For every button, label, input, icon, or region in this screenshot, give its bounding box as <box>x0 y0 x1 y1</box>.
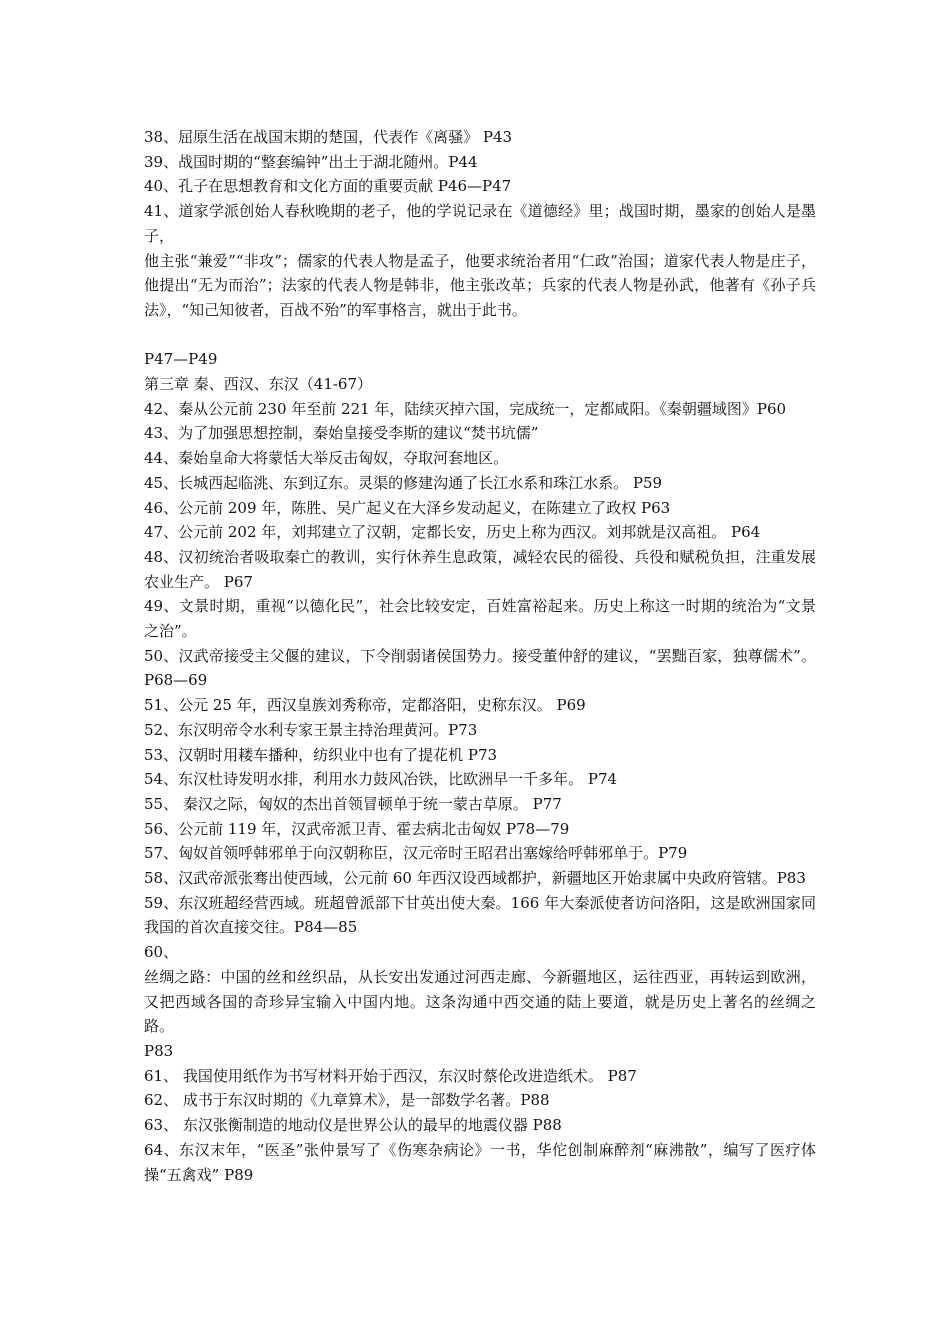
text-line-60: 60、 <box>144 943 179 962</box>
text-line-58: 58、汉武帝派张骞出使西域，公元前 60 年西汉设西域都护，新疆地区开始隶属中央政府管辖。P83 <box>144 869 806 888</box>
blank-line <box>144 323 816 348</box>
text-line-38: 38、屈原生活在战国末期的楚国，代表作《离骚》 P43 <box>144 128 513 146</box>
text-line-41: 41、道家学派创始人春秋晚期的老子，他的学说记录在《道德经》里；战国时期，墨家的创始人是墨子， <box>144 202 816 245</box>
text-line-44: 44、秦始皇命大将蒙恬大举反击匈奴，夺取河套地区。 <box>144 449 509 468</box>
text-line-55: 55、 秦汉之际，匈奴的杰出首领冒顿单于统一蒙古草原。 P77 <box>144 794 562 813</box>
silk-road-paragraph: 丝绸之路：中国的丝和丝织品，从长安出发通过河西走廊、今新疆地区，运往西亚，再转运到欧洲，又把西域各国的奇珍异宝输入中国内地。这条沟通中西交通的陆上要道，就是历史上著名的丝绸之路。 <box>144 967 816 1036</box>
text-line-39: 39、战国时期的“整套编钟”出土于湖北随州。P44 <box>144 152 478 171</box>
text-line-59: 59、东汉班超经营西域。班超曾派部下甘英出使大秦。166 年大秦派使者访问洛阳，这是欧洲国家同我国的首次直接交往。P84—85 <box>144 893 816 937</box>
text-line-50: 50、汉武帝接受主父偃的建议，下令削弱诸侯国势力。接受董仲舒的建议，“罢黜百家，独尊儒术”。P68—69 <box>144 646 816 690</box>
text-line-42: 42、秦从公元前 230 年至前 221 年，陆续灭掉六国，完成统一，定都咸阳。《秦朝疆域图》P60 <box>144 399 787 418</box>
text-line-43: 43、为了加强思想控制，秦始皇接受李斯的建议“焚书坑儒” <box>144 424 539 443</box>
text-line-40: 40、孔子在思想教育和文化方面的重要贡献 P46—P47 <box>144 177 512 196</box>
text-line-53: 53、汉朝时用耧车播种，纺织业中也有了提花机 P73 <box>144 745 498 764</box>
text-line-49: 49、文景时期，重视“以德化民”，社会比较安定，百姓富裕起来。历史上称这一时期的统治为“文景之治”。 <box>144 597 816 641</box>
document-body <box>144 125 816 1187</box>
text-line-54: 54、东汉杜诗发明水排，利用水力鼓风冶铁，比欧洲早一千多年。 P74 <box>144 770 618 789</box>
chapter-heading: 第三章 秦、西汉、东汉（41-67） <box>144 375 373 394</box>
text-line-64: 64、东汉末年，“医圣”张仲景写了《伤寒杂病论》一书，华佗创制麻醉剂“麻沸散”，编写了医疗体操“五禽戏” P89 <box>144 1140 816 1184</box>
text-line-47: 47、公元前 202 年，刘邦建立了汉朝，定都长安，历史上称为西汉。刘邦就是汉高祖。 P64 <box>144 523 761 542</box>
text-line-48: 48、汉初统治者吸取秦亡的教训，实行休养生息政策，减轻农民的徭役、兵役和赋税负担，注重发展农业生产。 P67 <box>144 547 816 591</box>
page-ref-p83: P83 <box>144 1042 174 1060</box>
text-line-61: 61、 我国使用纸作为书写材料开始于西汉，东汉时蔡伦改进造纸术。 P87 <box>144 1066 637 1085</box>
text-line-56: 56、公元前 119 年，汉武帝派卫青、霍去病北击匈奴 P78—79 <box>144 819 570 838</box>
text-line-41-cont: 他主张“兼爱”“非攻”；儒家的代表人物是孟子，他要求统治者用“仁政”治国；道家代表人物是庄子，他提出“无为而治”；法家的代表人物是韩非，他主张改革；兵家的代表人物是孙武，他著有《孙子兵法》，“知己知彼者，百战不殆”的军事格言，就出于此书。 <box>144 251 816 319</box>
text-line-52: 52、东汉明帝令水利专家王景主持治理黄河。P73 <box>144 720 478 739</box>
text-line-51: 51、公元 25 年，西汉皇族刘秀称帝，定都洛阳，史称东汉。 P69 <box>144 696 586 715</box>
text-line-57: 57、匈奴首领呼韩邪单于向汉朝称臣，汉元帝时王昭君出塞嫁给呼韩邪单于。P79 <box>144 844 688 863</box>
page-ref: P47—P49 <box>144 350 218 369</box>
text-line-46: 46、公元前 209 年，陈胜、吴广起义在大泽乡发动起义，在陈建立了政权 P63 <box>144 498 671 517</box>
text-line-62: 62、 成书于东汉时期的《九章算术》，是一部数学名著。P88 <box>144 1091 550 1110</box>
text-line-45: 45、长城西起临洮、东到辽东。灵渠的修建沟通了长江水系和珠江水系。 P59 <box>144 473 663 492</box>
text-line-63: 63、 东汉张衡制造的地动仪是世界公认的最早的地震仪器 P88 <box>144 1116 562 1135</box>
